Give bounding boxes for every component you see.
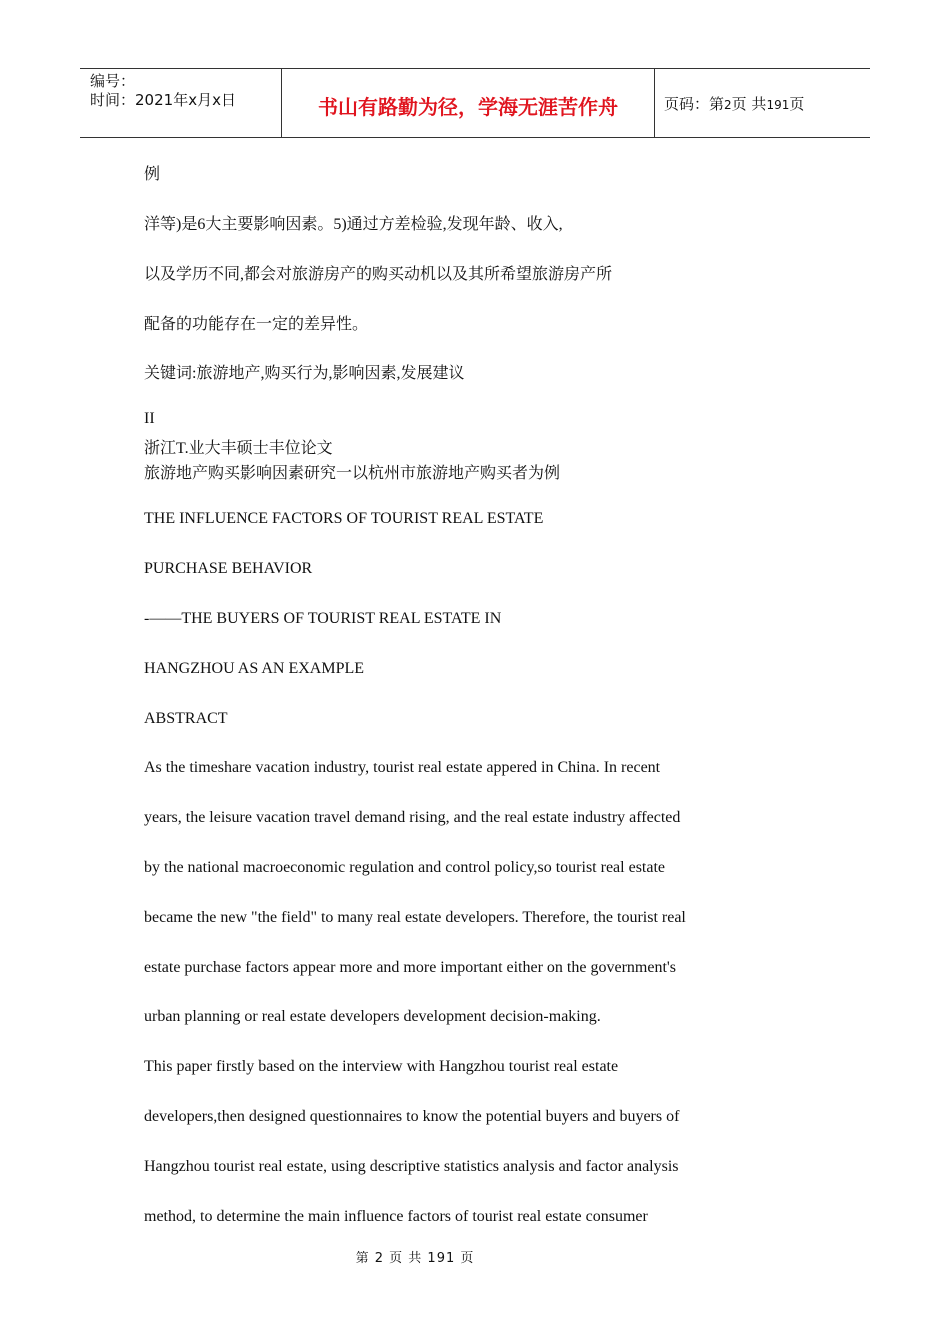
abstract-heading: ABSTRACT — [144, 710, 228, 727]
code-label: 编号： — [90, 72, 136, 90]
english-title-line: PURCHASE BEHAVIOR — [144, 560, 313, 577]
header-meta — [90, 72, 236, 110]
page-suffix: 页 — [789, 95, 805, 113]
body-line: 以及学历不同,都会对旅游房产的购买动机以及其所希望旅游房产所 — [144, 266, 613, 283]
page-prefix: 页码：第 — [664, 95, 725, 113]
header-motto: 书山有路勤为径，学海无涯苦作舟 — [318, 95, 618, 119]
abstract-line: became the new "the field" to many real estate developers. Therefore, the tourist real — [144, 909, 686, 926]
abstract-line: This paper firstly based on the interview with Hangzhou tourist real estate — [144, 1058, 619, 1075]
page-header — [80, 68, 870, 138]
page-footer: 第 2 页 共 191 页 — [355, 1251, 475, 1266]
header-page-info — [664, 93, 804, 114]
body-line: 例 — [144, 166, 161, 183]
thesis-school-line: 浙江T.业大丰硕士丰位论文 — [144, 440, 333, 457]
header-divider — [654, 69, 655, 137]
english-title-line: THE INFLUENCE FACTORS OF TOURIST REAL ESTATE — [144, 510, 544, 527]
page-number: 2 — [724, 98, 732, 112]
page-roman-numeral: II — [144, 410, 155, 427]
abstract-line: developers,then designed questionnaires to know the potential buyers and buyers of — [144, 1108, 680, 1125]
date-label: 时间： — [90, 91, 136, 109]
keywords-line: 关键词:旅游地产,购买行为,影响因素,发展建议 — [144, 365, 465, 382]
page-mid: 页 共 — [731, 95, 767, 113]
abstract-line: As the timeshare vacation industry, tourist real estate appered in China. In recent — [144, 759, 661, 776]
date-line — [90, 91, 236, 110]
body-line: 洋等)是6大主要影响因素。5)通过方差检验,发现年龄、收入, — [144, 216, 563, 233]
abstract-line: Hangzhou tourist real estate, using descriptive statistics analysis and factor analysis — [144, 1158, 679, 1175]
abstract-line: estate purchase factors appear more and more important either on the government's — [144, 959, 677, 976]
abstract-line: urban planning or real estate developers development decision-making. — [144, 1008, 601, 1025]
date-value: 2021年x月x日 — [135, 91, 236, 109]
page-total: 191 — [766, 98, 790, 112]
abstract-line: by the national macroeconomic regulation and control policy,so tourist real estate — [144, 859, 666, 876]
english-subtitle-line: HANGZHOU AS AN EXAMPLE — [144, 660, 365, 677]
thesis-title-cn: 旅游地产购买影响因素研究一以杭州市旅游地产购买者为例 — [144, 465, 561, 482]
english-subtitle-line: -——THE BUYERS OF TOURIST REAL ESTATE IN — [144, 610, 502, 627]
abstract-line: years, the leisure vacation travel demand rising, and the real estate industry affected — [144, 809, 681, 826]
body-line: 配备的功能存在一定的差异性。 — [144, 316, 369, 333]
abstract-line: method, to determine the main influence factors of tourist real estate consumer — [144, 1208, 648, 1225]
